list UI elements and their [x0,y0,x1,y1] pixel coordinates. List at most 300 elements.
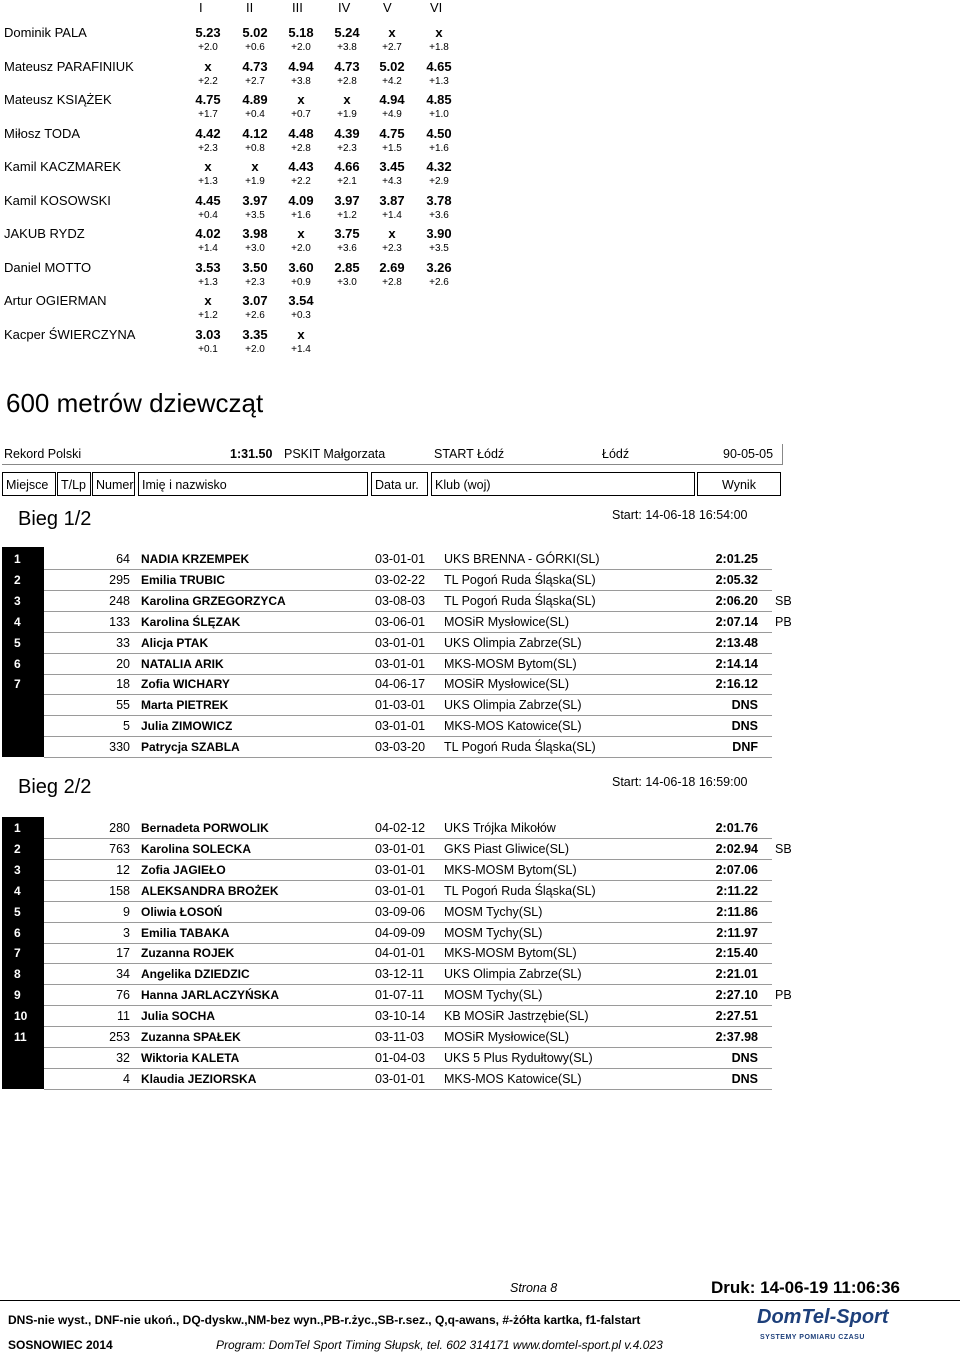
result-name: Patrycja SZABLA [141,740,240,755]
result-club: TL Pogoń Ruda Śląska(SL) [444,740,596,755]
attempt-mark: 4.66 [334,159,360,174]
attempt-mark: x [251,159,259,174]
attempt-wind: +1.3 [429,75,449,87]
attempt-wind: +2.8 [291,142,311,154]
result-bib: 76 [116,988,130,1003]
result-dob: 01-07-11 [375,988,425,1003]
attempt-mark: 5.02 [242,25,268,40]
result-row [0,633,960,654]
attempt-wind: +3.0 [245,243,265,254]
attempt-mark: 4.48 [288,125,314,141]
attempt-wind: +2.2 [291,176,311,187]
attempt-wind: +2.8 [382,276,402,288]
result-club: MOSM Tychy(SL) [444,904,543,919]
result-row [0,839,960,860]
result-dob: 03-12-11 [375,967,425,982]
result-time: 2:11.97 [716,925,758,940]
round-label: III [292,0,303,15]
attempt-wind: +2.1 [337,176,357,187]
attempt-mark: 4.65 [426,58,452,74]
result-row [0,612,960,633]
result-place: 9 [14,988,21,1003]
row-divider [44,1089,772,1090]
attempt-mark: x [297,326,305,342]
result-note: SB [775,841,792,856]
attempt-wind: +0.7 [291,109,311,120]
result-place: 11 [14,1030,27,1044]
attempt-wind: +2.7 [382,42,402,53]
result-club: UKS Trójka Mikołów [444,821,556,835]
result-place: 7 [14,946,21,961]
attempt-wind: +2.3 [337,142,357,154]
result-bib: 64 [116,552,130,566]
attempt-mark: 4.50 [426,125,452,141]
result-bib: 133 [109,614,130,629]
attempt-wind: +1.0 [429,109,449,120]
attempt-wind: +4.3 [382,176,402,187]
header-place: Miejsce [2,472,56,496]
header-name: Imię i nazwisko [138,472,368,496]
result-bib: 158 [109,883,130,898]
attempt-wind: +3.5 [429,243,449,254]
footer-page: Strona 8 [510,1281,558,1295]
attempt-wind: +4.2 [382,75,402,87]
result-bib: 32 [116,1050,130,1065]
result-dob: 04-09-09 [375,925,426,940]
result-name: Karolina SOLECKA [141,841,252,856]
attempt-mark: 3.53 [195,259,221,275]
attempt-wind: +1.7 [198,109,218,120]
result-time: 2:02.94 [715,841,758,856]
attempt-wind: +0.3 [291,310,311,321]
footer-printed: Druk: 14-06-19 11:06:36 [711,1278,901,1297]
result-bib: 248 [109,593,130,608]
attempt-mark: x [297,92,305,107]
attempt-wind: +2.0 [291,243,311,254]
result-dob: 03-01-01 [375,719,426,734]
result-name: Bernadeta PORWOLIK [141,821,269,835]
result-time: 2:16.12 [715,677,758,692]
result-dob: 03-10-14 [375,1009,426,1024]
result-place: 8 [14,967,21,982]
attempt-mark: 4.02 [195,226,221,241]
result-place: 4 [14,614,21,629]
attempt-wind: +1.3 [198,176,218,187]
round-label: VI [430,0,443,15]
attempt-mark: 4.73 [334,58,360,74]
result-row [0,591,960,612]
attempt-mark: x [297,226,305,241]
result-name: Alicja PTAK [141,635,209,650]
record-time: 1:31.50 [230,447,273,461]
result-time: 2:11.22 [716,883,758,898]
result-club: UKS BRENNA - GÓRKI(SL) [444,552,600,566]
attempt-mark: 5.18 [288,25,314,40]
result-place: 5 [14,635,21,650]
attempt-wind: +1.4 [291,343,311,355]
attempt-wind: +1.9 [337,109,357,120]
result-dob: 04-06-17 [375,677,426,692]
result-time: DNS [731,1050,758,1065]
result-bib: 4 [123,1071,130,1086]
attempt-mark: 4.12 [242,125,268,141]
result-name: Julia ZIMOWICZ [141,719,233,734]
attempt-mark: 5.23 [195,25,221,40]
result-dob: 03-01-01 [375,841,426,856]
result-name: Karolina GRZEGORZYCA [141,593,286,608]
attempt-wind: +3.6 [337,243,357,254]
attempt-wind: +2.6 [245,310,265,321]
record-line [2,444,783,465]
attempt-wind: +2.2 [198,75,218,87]
result-club: UKS Olimpia Zabrze(SL) [444,967,582,982]
attempt-wind: +2.0 [245,343,265,355]
athlete-name: Kacper ŚWIERCZYNA [4,326,136,342]
attempt-mark: 4.94 [288,58,314,74]
footer-legend: DNS-nie wyst., DNF-nie ukoń., DQ-dyskw.,NM-bez wyn.,PB-r.życ.,SB-r.sez., Q,q-awans, #-żółta kartka, f1-falstart [8,1313,641,1327]
result-time: 2:11.86 [716,904,758,919]
result-club: TL Pogoń Ruda Śląska(SL) [444,593,596,608]
footer-program: Program: DomTel Sport Timing Słupsk, tel. 602 314171 www.domtel-sport.pl v.4.023 [216,1338,663,1352]
attempt-mark: 4.85 [426,92,452,107]
result-dob: 04-01-01 [375,946,426,961]
result-bib: 253 [109,1030,130,1044]
result-club: MOSiR Mysłowice(SL) [444,614,570,629]
result-time: 2:06.20 [715,593,758,608]
attempt-mark: 3.26 [426,259,452,275]
result-bib: 280 [109,821,130,835]
attempt-wind: +0.6 [245,42,265,53]
attempt-wind: +4.9 [382,109,402,120]
row-divider [44,757,772,758]
result-name: NATALIA ARIK [141,656,224,671]
result-time: 2:05.32 [715,572,758,587]
attempt-mark: 4.09 [288,192,314,208]
result-club: MKS-MOS Katowice(SL) [444,719,582,734]
result-bib: 33 [116,635,130,650]
result-time: 2:14.14 [715,656,758,671]
result-club: TL Pogoń Ruda Śląska(SL) [444,883,596,898]
result-row [0,1006,960,1027]
result-dob: 04-02-12 [375,821,426,835]
attempt-mark: 3.97 [334,192,360,208]
result-place: 1 [14,552,21,566]
domtel-logo-subtitle: SYSTEMY POMIARU CZASU [760,1334,865,1341]
attempt-wind: +0.1 [198,343,218,355]
result-club: MKS-MOSM Bytom(SL) [444,862,577,877]
result-dob: 03-01-01 [375,862,426,877]
attempt-mark: x [204,58,212,74]
attempt-wind: +2.9 [429,176,449,187]
attempt-mark: 3.60 [288,259,314,275]
result-club: UKS Olimpia Zabrze(SL) [444,635,582,650]
athlete-name: Daniel MOTTO [4,259,92,275]
header-club: Klub (woj) [431,472,695,496]
result-row [0,964,960,985]
result-name: NADIA KRZEMPEK [141,552,250,566]
result-bib: 12 [116,862,130,877]
athlete-name: Artur OGIERMAN [4,293,107,308]
attempt-wind: +1.9 [245,176,265,187]
result-time: 2:21.01 [715,967,758,982]
attempt-wind: +3.6 [429,209,449,221]
attempt-wind: +3.8 [291,75,311,87]
result-time: 2:13.48 [715,635,758,650]
athlete-name: Kamil KACZMAREK [4,159,122,174]
attempt-mark: 4.39 [334,125,360,141]
result-name: Hanna JARLACZYŃSKA [141,988,280,1003]
athlete-name: Miłosz TODA [4,125,81,141]
attempt-wind: +0.4 [245,109,265,120]
attempt-mark: 3.75 [334,226,360,241]
result-row [0,1048,960,1069]
result-row [0,860,960,881]
result-club: MOSiR Mysłowice(SL) [444,677,570,692]
attempt-mark: 3.50 [242,259,268,275]
attempt-wind: +3.8 [337,42,357,53]
result-place: 7 [14,677,21,692]
attempt-mark: x [204,159,212,174]
attempt-mark: x [343,92,351,107]
domtel-logo: DomTel-Sport [757,1306,889,1328]
attempt-mark: x [204,293,212,308]
heat-1-start: Start: 14-06-18 16:54:00 [612,508,748,522]
result-row [0,1027,960,1048]
result-place: 3 [14,593,21,608]
result-row [0,902,960,923]
result-place: 6 [14,925,21,940]
header-bib: Numer [92,472,135,496]
attempt-wind: +1.2 [337,209,357,221]
result-dob: 03-02-22 [375,572,426,587]
round-label: I [199,0,203,15]
result-bib: 17 [116,946,130,961]
header-result: Wynik [697,472,781,496]
result-club: KB MOSiR Jastrzębie(SL) [444,1009,589,1024]
result-bib: 295 [109,572,130,587]
attempt-mark: 3.45 [379,159,405,174]
result-club: MOSiR Mysłowice(SL) [444,1030,570,1044]
attempt-mark: 3.03 [195,326,221,342]
attempt-mark: 4.45 [195,192,221,208]
result-club: UKS 5 Plus Rydułtowy(SL) [444,1050,593,1065]
result-place: 6 [14,656,21,671]
result-time: 2:27.51 [715,1009,758,1024]
result-club: MKS-MOS Katowice(SL) [444,1071,582,1086]
result-club: MOSM Tychy(SL) [444,925,543,940]
result-note: PB [775,614,792,629]
record-date: 90-05-05 [723,447,774,461]
attempt-mark: x [388,226,396,241]
round-label: V [383,0,392,15]
attempt-wind: +2.3 [245,276,265,288]
attempt-mark: 4.75 [379,125,405,141]
result-row [0,943,960,964]
result-dob: 03-01-01 [375,635,426,650]
result-dob: 03-01-01 [375,656,426,671]
footer-rule [0,1300,960,1301]
result-note: PB [775,988,792,1003]
result-row [0,818,960,839]
attempt-wind: +1.6 [429,142,449,154]
result-name: ALEKSANDRA BROŻEK [141,883,279,898]
result-time: DNS [731,719,758,734]
attempt-mark: 2.85 [334,259,360,275]
result-club: GKS Piast Gliwice(SL) [444,841,570,856]
result-bib: 763 [109,841,130,856]
attempt-wind: +2.7 [245,75,265,87]
attempt-mark: 4.89 [242,92,268,107]
result-bib: 18 [116,677,130,692]
result-name: Zuzanna ROJEK [141,946,235,961]
attempt-mark: 2.69 [379,259,405,275]
record-place: Łódź [602,447,630,461]
result-dob: 01-03-01 [375,698,426,713]
result-bib: 34 [116,967,130,982]
result-name: Oliwia ŁOSOŃ [141,904,223,919]
result-club: TL Pogoń Ruda Śląska(SL) [444,572,596,587]
result-dob: 03-09-06 [375,904,426,919]
result-name: Klaudia JEZIORSKA [141,1071,257,1086]
result-name: Julia SOCHA [141,1009,216,1024]
attempt-mark: 4.32 [426,159,452,174]
result-name: Zofia WICHARY [141,677,230,692]
result-name: Marta PIETREK [141,698,229,713]
attempt-mark: 4.94 [379,92,405,107]
attempt-wind: +1.6 [291,209,311,221]
result-name: Angelika DZIEDZIC [141,967,250,982]
attempt-wind: +0.4 [198,209,218,221]
heat-2-title: Bieg 2/2 [18,776,92,798]
attempt-mark: 3.98 [242,226,268,241]
result-note: SB [775,593,792,608]
attempt-mark: 3.54 [288,293,314,308]
result-place: 10 [14,1009,28,1024]
athlete-name: Mateusz PARAFINIUK [4,58,134,74]
result-row [0,881,960,902]
footer-event: SOSNOWIEC 2014 [8,1338,113,1352]
attempt-wind: +3.5 [245,209,265,221]
result-time: 2:01.25 [715,552,758,566]
result-bib: 11 [117,1009,130,1024]
heat-1-title: Bieg 1/2 [18,508,92,530]
result-dob: 03-01-01 [375,552,426,566]
result-row [0,674,960,695]
result-row [0,570,960,591]
attempt-wind: +2.0 [291,42,311,53]
header-dob: Data ur. [371,472,428,496]
attempt-mark: 3.97 [242,192,268,208]
attempt-wind: +2.0 [198,42,218,53]
attempt-wind: +1.4 [382,209,402,221]
result-row [0,737,960,758]
attempt-wind: +1.3 [198,276,218,288]
result-place: 4 [14,883,21,898]
attempt-mark: 5.24 [334,25,360,40]
record-club: START Łódź [434,447,505,461]
result-place: 5 [14,904,21,919]
attempt-mark: 5.02 [379,58,405,74]
athlete-name: JAKUB RYDZ [4,226,85,241]
athlete-name: Mateusz KSIĄŻEK [4,92,112,107]
attempt-wind: +2.3 [198,142,218,154]
attempt-wind: +1.5 [382,142,402,154]
result-row [0,923,960,944]
result-name: Emilia TRUBIC [141,572,226,587]
attempt-mark: x [388,25,396,40]
attempt-wind: +2.6 [429,276,449,288]
result-club: MKS-MOSM Bytom(SL) [444,946,577,961]
result-time: 2:37.98 [715,1030,758,1044]
attempt-wind: +1.2 [198,310,218,321]
result-name: Zofia JAGIEŁO [141,862,226,877]
attempt-wind: +2.3 [382,243,402,254]
result-time: DNS [731,698,758,713]
result-row [0,549,960,570]
attempt-mark: 3.90 [426,226,452,241]
attempt-mark: 3.35 [242,326,268,342]
result-dob: 03-11-03 [375,1030,425,1044]
attempt-wind: +0.9 [291,276,311,288]
attempt-mark: 4.73 [242,58,268,74]
attempt-mark: 3.78 [426,192,452,208]
result-row [0,654,960,675]
result-place: 1 [14,821,21,835]
result-time: DNS [731,1071,758,1086]
attempt-mark: 4.75 [195,92,221,107]
athlete-name: Kamil KOSOWSKI [4,192,111,208]
athlete-name: Dominik PALA [4,25,87,40]
result-bib: 20 [116,656,130,671]
result-time: 2:07.06 [715,862,758,877]
result-dob: 03-03-20 [375,740,426,755]
result-dob: 03-08-03 [375,593,426,608]
result-place: 2 [14,841,21,856]
heat-2-start: Start: 14-06-18 16:59:00 [612,775,748,789]
result-club: UKS Olimpia Zabrze(SL) [444,698,582,713]
result-name: Wiktoria KALETA [141,1050,240,1065]
attempt-wind: +3.0 [337,276,357,288]
result-dob: 03-01-01 [375,883,426,898]
result-club: MOSM Tychy(SL) [444,988,543,1003]
record-holder: PSKIT Małgorzata [284,447,386,461]
result-row [0,695,960,716]
header-lane: T/Lp [57,472,91,496]
result-row [0,1069,960,1090]
result-name: Emilia TABAKA [141,925,230,940]
result-name: Karolina ŚLĘZAK [141,614,241,629]
result-name: Zuzanna SPAŁEK [141,1030,241,1044]
result-bib: 330 [109,740,130,755]
result-place: 3 [14,862,21,877]
attempt-wind: +0.8 [245,142,265,154]
result-dob: 03-01-01 [375,1071,426,1086]
result-time: DNF [732,740,758,755]
result-dob: 03-06-01 [375,614,426,629]
attempt-mark: 3.07 [242,293,268,308]
round-label: IV [338,0,351,15]
result-time: 2:15.40 [715,946,758,961]
result-club: MKS-MOSM Bytom(SL) [444,656,577,671]
record-label: Rekord Polski [4,447,82,461]
attempt-mark: 3.87 [379,192,405,208]
result-row [0,985,960,1006]
attempt-mark: x [435,25,443,40]
round-label: II [246,0,254,15]
result-dob: 01-04-03 [375,1050,426,1065]
result-row [0,716,960,737]
result-bib: 3 [123,925,130,940]
